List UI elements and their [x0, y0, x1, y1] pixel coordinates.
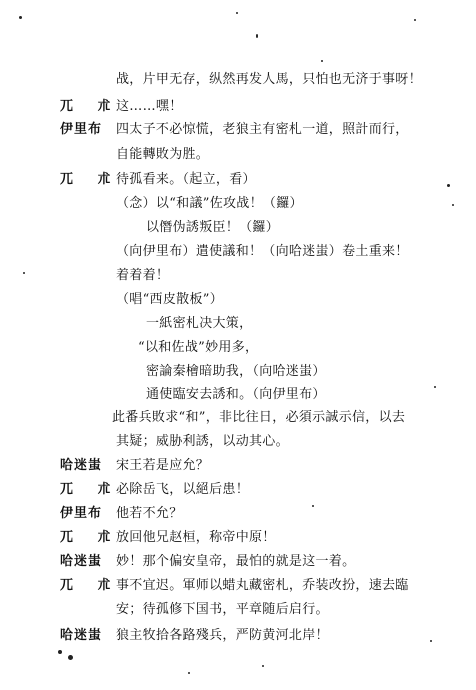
scan-speck — [68, 655, 73, 660]
dialogue-text: 这……嘿！ — [116, 99, 183, 114]
scan-speck — [321, 60, 323, 62]
dialogue-text: 自能轉敗为胜。 — [116, 147, 210, 162]
scan-speck — [58, 650, 62, 654]
stage-direction: （念）以“和議”佐攻战！（鑼） — [116, 196, 303, 211]
dialogue-text: 放回他兄赵桓，称帝中原！ — [116, 530, 276, 545]
speaker-label: 伊里布 — [60, 122, 103, 137]
scan-speck — [414, 19, 416, 21]
verse-line: 通使臨安去誘和。（向伊里布） — [146, 387, 326, 402]
verse-line: 以僭伪誘叛臣！（鑼） — [146, 220, 280, 235]
dialogue-text: 着着着！ — [116, 268, 170, 283]
dialogue-text: 安；待孤修下国书，平章随后启行。 — [116, 602, 329, 617]
scan-speck — [19, 16, 22, 19]
dialogue-text: 狼主牧拾各路殘兵，严防黄河北岸！ — [116, 628, 329, 643]
scan-speck — [262, 665, 264, 667]
speaker-label: 哈迷蚩 — [60, 554, 103, 569]
scan-speck — [452, 204, 454, 206]
dialogue-text: 必除岳飞，以絕后患！ — [116, 482, 250, 497]
scan-speck — [23, 272, 25, 274]
speaker-label: 哈迷蚩 — [60, 628, 103, 643]
dialogue-text: 宋王若是应允？ — [116, 458, 210, 473]
scan-speck — [434, 386, 436, 388]
speaker-label: 哈迷蚩 — [60, 458, 103, 473]
dialogue-text: 待孤看来。（起立，看） — [116, 172, 256, 187]
dialogue-text: 其疑；威胁利誘，以动其心。 — [116, 434, 289, 449]
speaker-label: 兀 朮 — [60, 172, 121, 187]
scan-speck — [447, 184, 450, 187]
verse-line: “以和佐战”妙用多， — [138, 340, 259, 355]
scan-speck — [256, 34, 258, 38]
stage-direction: （向伊里布）遣使議和！（向哈迷蚩）卷土重来！ — [116, 244, 409, 259]
scan-speck — [430, 640, 432, 642]
speaker-label: 伊里布 — [60, 506, 103, 521]
dialogue-text: 此番兵敗求“和”，非比往日，必須示誠示信，以去 — [112, 410, 406, 425]
scan-speck — [188, 672, 190, 674]
speaker-label: 兀 朮 — [60, 530, 121, 545]
dialogue-text: 他若不允？ — [116, 506, 183, 521]
verse-line: 密論秦檜暗助我，（向哈迷蚩） — [146, 364, 326, 379]
verse-line: 一紙密札决大策， — [146, 316, 253, 331]
dialogue-text: 战，片甲无存，纵然再发人馬，只怕也无济于事呀！ — [116, 72, 422, 87]
scan-speck — [236, 12, 238, 14]
speaker-label: 兀 朮 — [60, 99, 121, 114]
speaker-label: 兀 朮 — [60, 482, 121, 497]
dialogue-text: 妙！那个偏安皇帝，最怕的就是这一着。 — [116, 554, 356, 569]
speaker-label: 兀 朮 — [60, 578, 121, 593]
dialogue-text: 四太子不必惊慌，老狼主有密札一道，照計而行， — [116, 122, 409, 137]
scan-speck — [312, 505, 314, 507]
dialogue-text: 事不宜迟。軍师以蜡丸藏密札，乔装改扮，速去臨 — [116, 578, 409, 593]
stage-direction: （唱“西皮散板”） — [116, 292, 223, 307]
